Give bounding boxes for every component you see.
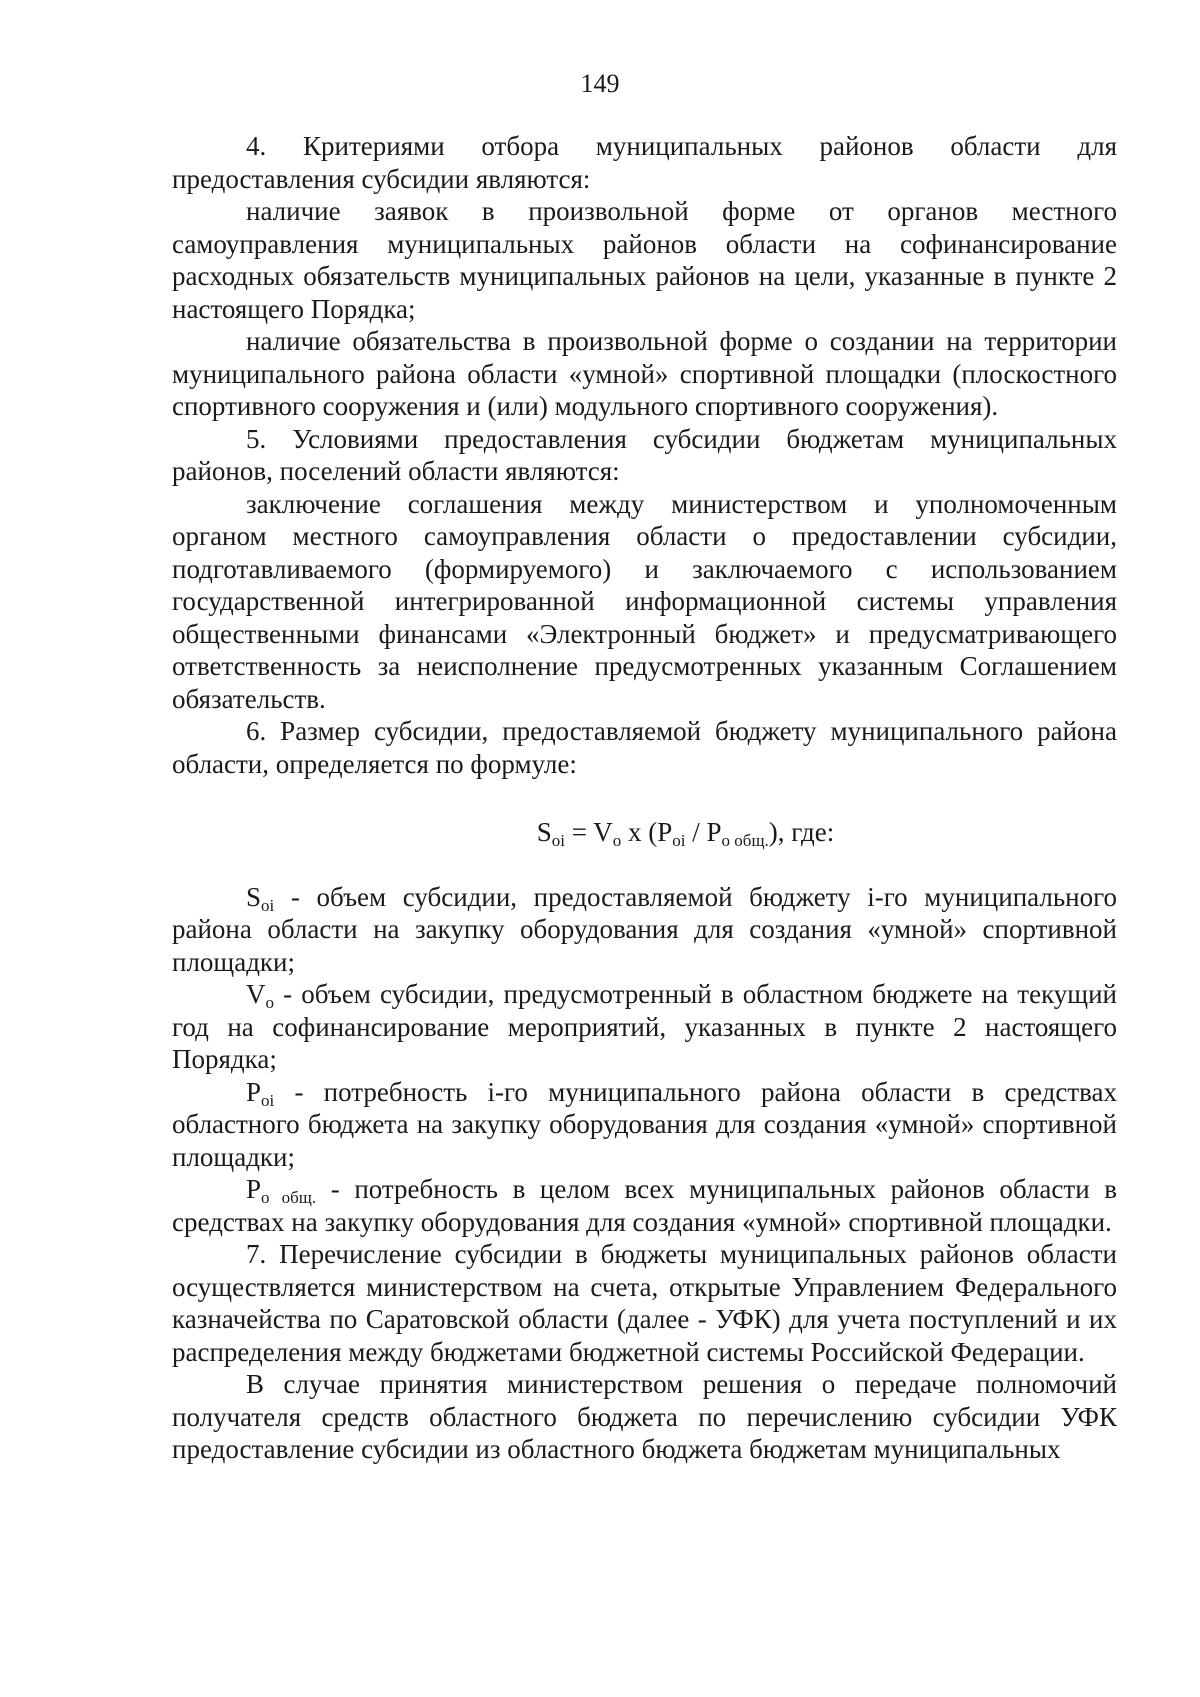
definition-s-oi [172, 881, 1117, 979]
definition-text: - потребность в целом всех муниципальных районов области в средствах на закупку оборудования для создания «умной» спортивной площадки. [172, 1174, 1117, 1237]
definition-text: - потребность i-го муниципального района области в средствах областного бюджета на закупку оборудования для создания «умной» спортивной площадки; [172, 1076, 1117, 1172]
page-number: 149 [580, 69, 620, 98]
paragraph-5-conditions: 5. Условиями предоставления субсидии бюджетам муниципальных районов, поселений области являются: [172, 423, 1117, 486]
definition-symbol: V [246, 979, 266, 1009]
formula-p-subscript: oi [672, 831, 686, 850]
formula-divide-p: / P [685, 817, 722, 847]
definition-p-o-total [172, 1173, 1117, 1238]
definition-p-oi [172, 1076, 1117, 1174]
formula-equals-v: = V [565, 817, 613, 847]
paragraph-criteria-obligation: наличие обязательства в произвольной форме о создании на территории муниципального района области «умной» спортивной площадки (плоскостного спортивного сооружения и (или) модульного спортивного сооружения). [172, 326, 1117, 421]
definition-symbol: P [246, 1076, 262, 1107]
paragraph-criteria-applications: наличие заявок в произвольной форме от органов местного самоуправления муниципальных районов области на софинансирование расходных обязательств муниципальных районов на цели, указанные в пункте 2 настоящего Порядка; [172, 196, 1117, 324]
definition-text: - объем субсидии, предусмотренный в областном бюджете на текущий год на софинансирование мероприятий, указанных в пункте 2 настоящего Порядка; [172, 979, 1117, 1074]
formula-s-subscript: oi [551, 831, 566, 850]
paragraph-conditions-agreement: заключение соглашения между министерством и уполномоченным органом местного самоуправления области о предоставлении субсидии, подготавливаемого (формируемого) и заключаемого с использованием государственной интегрированной информационной системы управления общественными финансами «Электронный бюджет» и предусматривающего ответственность за неисполнение предусмотренных указанным Соглашением обязательств. [172, 488, 1117, 714]
definition-subscript: o общ. [261, 1188, 317, 1207]
paragraph-6-size: 6. Размер субсидии, предоставляемой бюджету муниципального района области, определяется по формуле: [172, 716, 1117, 779]
document-body [172, 130, 1117, 1466]
definition-symbol: S [246, 881, 262, 912]
definition-subscript: o [265, 993, 274, 1012]
formula-v-subscript: o [612, 831, 622, 850]
definition-v-o [172, 978, 1117, 1076]
paragraph-transfer-powers: В случае принятия министерством решения о передаче полномочий получателя средств областного бюджета по перечислению субсидии УФК предоставление субсидии из областного бюджета бюджетам муниципальных [172, 1369, 1117, 1464]
definition-symbol: P [246, 1174, 262, 1204]
formula-tail: ), где: [768, 817, 835, 847]
definition-subscript: oi [261, 895, 275, 915]
formula-s-symbol: S [536, 817, 552, 847]
paragraph-4-criteria: 4. Критериями отбора муниципальных районов области для предоставления субсидии являются: [172, 131, 1117, 194]
formula-p-total-subscript: o общ. [721, 831, 769, 850]
definition-subscript: oi [261, 1090, 275, 1110]
subsidy-formula [254, 816, 1117, 849]
definition-text: - объем субсидии, предоставляемой бюджету i-го муниципального района области на закупку оборудования для создания «умной» спортивной площадки; [172, 881, 1117, 977]
paragraph-7-transfer: 7. Перечисление субсидии в бюджеты муниципальных районов области осуществляется министерством на счета, открытые Управлением Федерального казначейства по Саратовской области (далее - УФК) для учета поступлений и их распределения между бюджетами бюджетной системы Российской Федерации. [172, 1239, 1117, 1367]
formula-times-p: x (P [621, 817, 673, 847]
